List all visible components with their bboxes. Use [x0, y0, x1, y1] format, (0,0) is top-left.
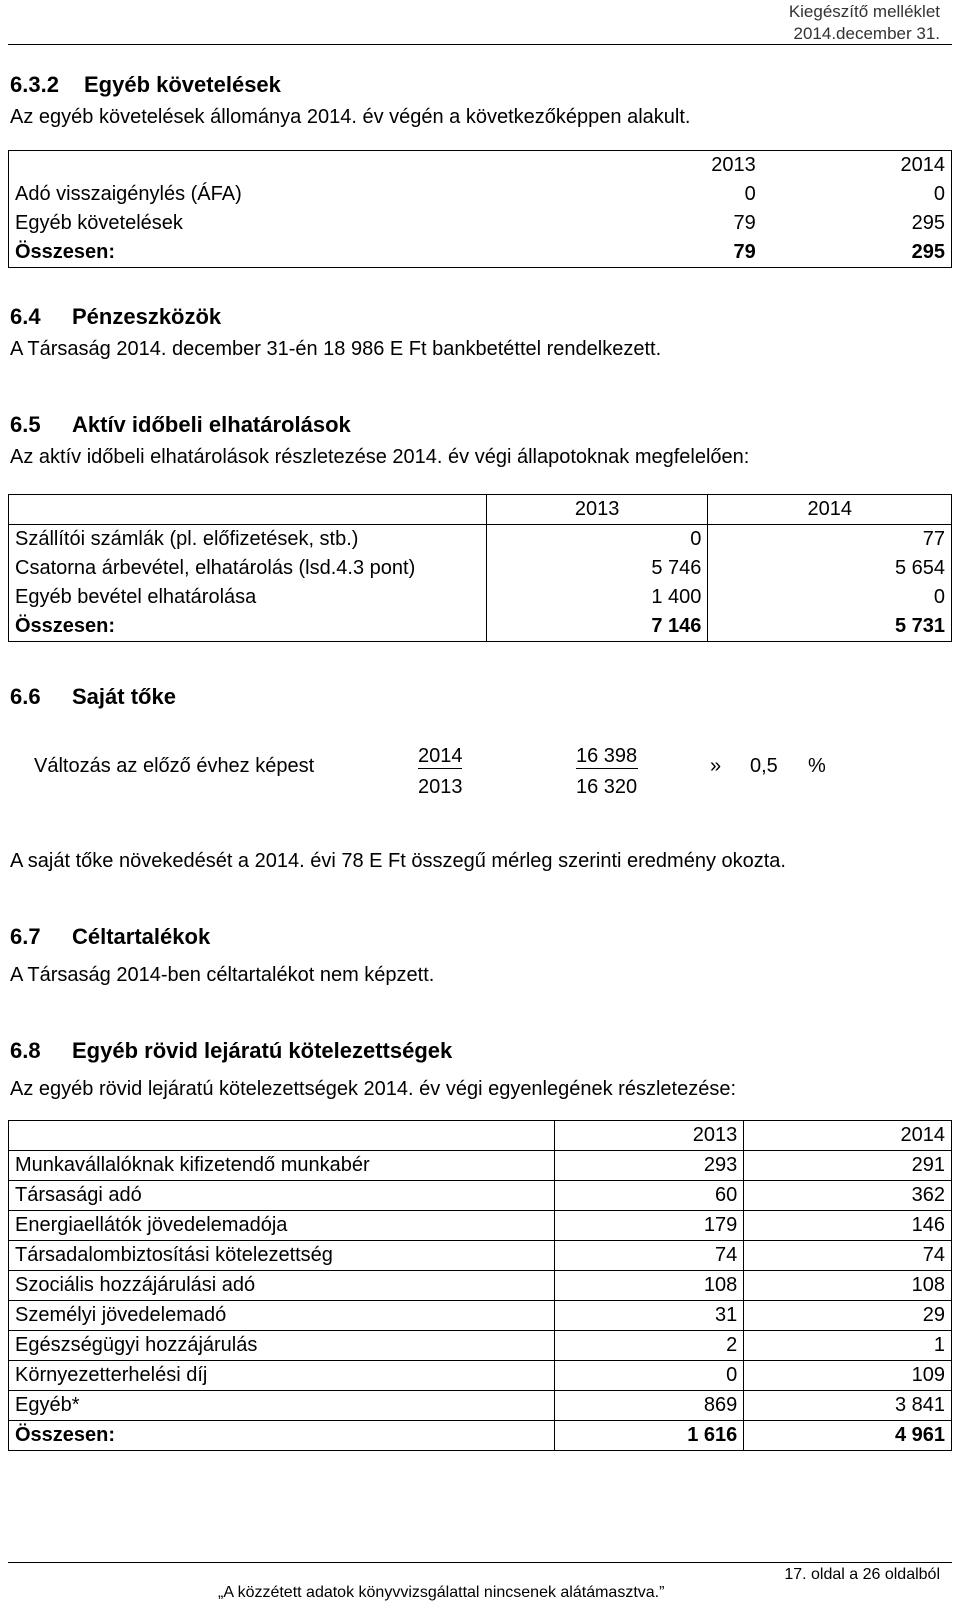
- section-6-7-text: A Társaság 2014-ben céltartalékot nem képzett.: [10, 964, 435, 986]
- row-2013: 108: [554, 1271, 744, 1301]
- row-2013: 179: [554, 1211, 744, 1241]
- row-2014: 29: [744, 1301, 952, 1331]
- row-label: Egyéb bevétel elhatárolása: [15, 586, 257, 608]
- col-2013: 2013: [486, 495, 708, 525]
- section-6-6-text: A saját tőke növekedését a 2014. évi 78 E Ft összegű mérleg szerinti eredmény okozta.: [10, 850, 786, 872]
- table-row: [9, 525, 952, 555]
- row-2013: 2: [554, 1331, 744, 1361]
- total-2014: 295: [911, 241, 945, 263]
- total-label: Összesen:: [9, 1421, 555, 1451]
- table-row: [9, 1241, 952, 1271]
- row-2014: 3 841: [744, 1391, 952, 1421]
- row-2014: 74: [744, 1241, 952, 1271]
- page-number: 17. oldal a 26 oldalból: [784, 1566, 940, 1583]
- total-2014: 5 731: [708, 612, 952, 642]
- row-2014: 291: [744, 1151, 952, 1181]
- section-6-6-number: 6.6: [10, 684, 41, 709]
- table-row: [9, 1331, 952, 1361]
- table-header-row: [9, 151, 952, 181]
- section-6-3-2-intro: Az egyéb követelések állománya 2014. év végén a következőképpen alakult.: [10, 106, 691, 128]
- table-row: [9, 1151, 952, 1181]
- table-row: [9, 1181, 952, 1211]
- section-6-3-2-number: 6.3.2: [10, 72, 59, 97]
- section-6-8-intro: Az egyéb rövid lejáratú kötelezettségek 2014. év végi egyenlegének részletezése:: [10, 1078, 737, 1100]
- short-term-liabilities-table: [8, 1120, 952, 1451]
- table-total-row: [9, 612, 952, 642]
- equity-percent: 0,5: [750, 755, 778, 777]
- equity-change-label: Változás az előző évhez képest: [34, 755, 315, 777]
- accruals-table: [8, 494, 952, 642]
- section-6-7-number: 6.7: [10, 924, 41, 949]
- row-2013: 1 400: [486, 583, 708, 612]
- header-line-1: Kiegészítő melléklet: [788, 2, 940, 21]
- equity-year-2: 2013: [418, 776, 463, 798]
- section-6-3-2-title: Egyéb követelések: [84, 72, 281, 97]
- col-2014: 2014: [900, 154, 945, 176]
- row-2013: 5 746: [486, 554, 708, 583]
- row-2013: 869: [554, 1391, 744, 1421]
- row-label: Energiaellátók jövedelemadója: [9, 1211, 555, 1241]
- table-row: [9, 1271, 952, 1301]
- equity-arrow: »: [710, 755, 722, 777]
- row-2014: 109: [744, 1361, 952, 1391]
- total-2013: 79: [733, 241, 756, 263]
- section-6-6-title: Saját tőke: [72, 684, 176, 709]
- section-6-5-intro: Az aktív időbeli elhatárolások részletezése 2014. év végi állapotoknak megfelelően:: [10, 446, 750, 468]
- table-row: [9, 180, 952, 209]
- row-label: Csatorna árbevétel, elhatárolás (lsd.4.3 pont): [15, 557, 416, 579]
- footer-rule: [8, 1562, 952, 1563]
- total-label: Összesen:: [15, 241, 116, 263]
- section-6-8-title: Egyéb rövid lejáratú kötelezettségek: [72, 1038, 453, 1063]
- table-total-row: [9, 1421, 952, 1451]
- row-2013: 0: [486, 525, 708, 555]
- row-2013: 293: [554, 1151, 744, 1181]
- section-6-5-number: 6.5: [10, 412, 41, 437]
- row-2014: 146: [744, 1211, 952, 1241]
- table-total-row: [9, 238, 952, 268]
- row-2014: 1: [744, 1331, 952, 1361]
- total-2013: 7 146: [486, 612, 708, 642]
- table-row: [9, 1361, 952, 1391]
- table-row: [9, 1211, 952, 1241]
- header-line-2: 2014.december 31.: [793, 24, 940, 43]
- col-2014: 2014: [744, 1121, 952, 1151]
- col-2014: 2014: [708, 495, 952, 525]
- table-row: [9, 1301, 952, 1331]
- row-label: Egyéb követelések: [15, 212, 183, 234]
- equity-value-1: 16 398: [576, 745, 638, 767]
- row-2014: 108: [744, 1271, 952, 1301]
- total-2014: 4 961: [744, 1421, 952, 1451]
- row-label: Adó visszaigénylés (ÁFA): [15, 183, 242, 205]
- row-2014: 0: [933, 183, 945, 205]
- row-label: Társadalombiztosítási kötelezettség: [9, 1241, 555, 1271]
- row-label: Társasági adó: [9, 1181, 555, 1211]
- section-6-4-number: 6.4: [10, 304, 41, 329]
- other-receivables-table: [8, 150, 952, 268]
- table-row: [9, 583, 952, 612]
- section-6-4-title: Pénzeszközök: [72, 304, 222, 329]
- table-row: [9, 209, 952, 238]
- row-2014: 362: [744, 1181, 952, 1211]
- equity-percent-sign: %: [808, 755, 826, 777]
- section-6-7-title: Céltartalékok: [72, 924, 211, 949]
- row-label: Személyi jövedelemadó: [9, 1301, 555, 1331]
- footer-note: „A közzétett adatok könyvvizsgálattal nincsenek alátámasztva.”: [218, 1584, 665, 1601]
- section-6-4-text: A Társaság 2014. december 31-én 18 986 E Ft bankbetéttel rendelkezett.: [10, 338, 662, 360]
- table-header-row: [9, 1121, 952, 1151]
- row-2014: 5 654: [708, 554, 952, 583]
- table-row: [9, 554, 952, 583]
- row-2013: 0: [744, 183, 756, 205]
- row-2013: 31: [554, 1301, 744, 1331]
- row-2014: 0: [708, 583, 952, 612]
- row-2014: 77: [708, 525, 952, 555]
- row-label: Egészségügyi hozzájárulás: [9, 1331, 555, 1361]
- equity-value-2: 16 320: [576, 776, 638, 798]
- col-2013: 2013: [711, 154, 756, 176]
- table-header-row: [9, 495, 952, 525]
- row-2014: 295: [911, 212, 945, 234]
- section-6-5-title: Aktív időbeli elhatárolások: [72, 412, 351, 437]
- row-2013: 74: [554, 1241, 744, 1271]
- row-label: Egyéb*: [9, 1391, 555, 1421]
- row-2013: 0: [554, 1361, 744, 1391]
- section-6-8-number: 6.8: [10, 1038, 41, 1063]
- row-label: Munkavállalóknak kifizetendő munkabér: [9, 1151, 555, 1181]
- row-label: Szociális hozzájárulási adó: [9, 1271, 555, 1301]
- row-label: Szállítói számlák (pl. előfizetések, stb.): [15, 528, 359, 550]
- row-label: Környezetterhelési díj: [9, 1361, 555, 1391]
- table-row: [9, 1391, 952, 1421]
- header-rule: [8, 44, 952, 45]
- row-2013: 79: [733, 212, 756, 234]
- total-2013: 1 616: [554, 1421, 744, 1451]
- total-label: Összesen:: [15, 615, 116, 637]
- col-2013: 2013: [554, 1121, 744, 1151]
- row-2013: 60: [554, 1181, 744, 1211]
- equity-year-1: 2014: [418, 745, 463, 767]
